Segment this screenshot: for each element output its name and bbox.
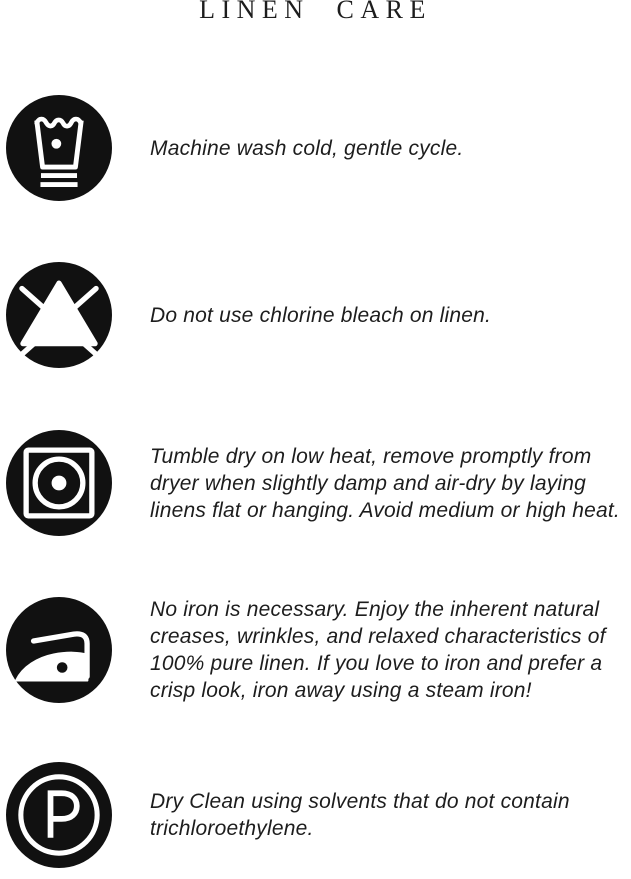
care-item-machine-wash [6, 95, 626, 201]
care-item-text: Tumble dry on low heat, remove promptly from dryer when slightly damp and air-dry by laying linens flat or hanging. Avoid medium or high heat. [150, 444, 620, 522]
care-item-do-not-bleach [6, 262, 626, 368]
care-item-text: Dry Clean using solvents that do not contain trichloroethylene. [150, 790, 570, 840]
page-title: LINEN CARE [199, 0, 432, 24]
care-item-text: No iron is necessary. Enjoy the inherent natural creases, wrinkles, and relaxed characteristics of 100% pure linen. If you love to iron and prefer a crisp look, iron away using a steam iron! [150, 598, 606, 702]
care-item-text: Do not use chlorine bleach on linen. [150, 303, 492, 327]
care-item-tumble-dry [6, 430, 626, 536]
care-item-dry-clean [6, 762, 626, 868]
iron-icon [6, 597, 112, 703]
dry-clean-icon [6, 762, 112, 868]
care-item-text: Machine wash cold, gentle cycle. [150, 136, 464, 160]
do-not-bleach-icon [6, 262, 112, 368]
machine-wash-icon [6, 95, 112, 201]
care-item-iron [6, 596, 626, 704]
tumble-dry-low-icon [6, 430, 112, 536]
